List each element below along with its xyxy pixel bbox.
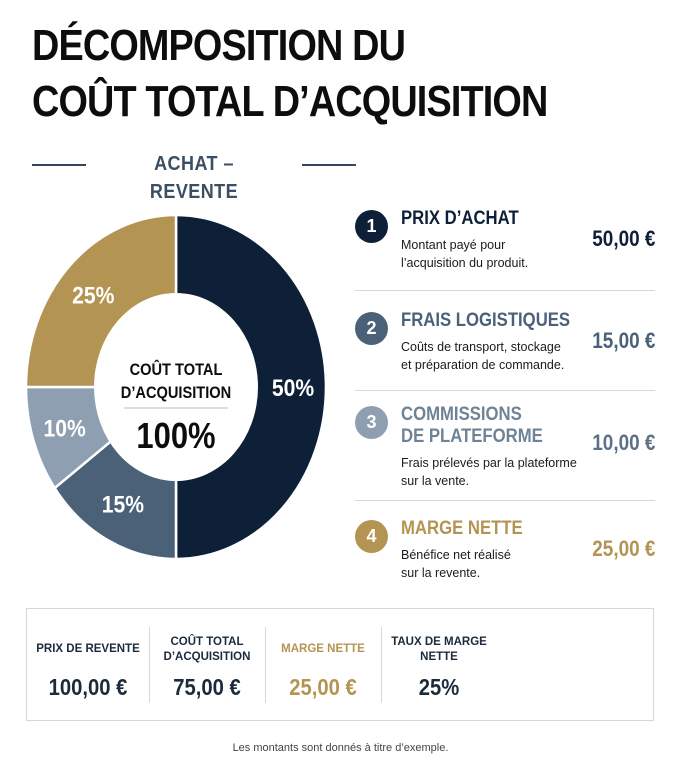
subtitle: ACHAT – REVENTE [149, 153, 239, 203]
legend-number-badge: 3 [355, 406, 388, 439]
subtitle-rule-left [32, 164, 86, 166]
legend-name: DE PLATEFORME [401, 426, 543, 447]
pie-slice-label-3: 10% [43, 415, 86, 442]
pie-slice-label-4: 25% [72, 282, 115, 309]
legend-separator [355, 390, 655, 391]
legend-amount: 25,00 € [591, 536, 655, 561]
summary-value: 25% [418, 674, 460, 700]
summary-divider [381, 627, 382, 703]
pie-center-label-2: D’ACQUISITION [120, 384, 232, 403]
legend-number-badge: 1 [355, 210, 388, 243]
summary-label: TAUX DE MARGE [391, 636, 487, 648]
legend-description: sur la vente. [401, 474, 470, 488]
summary-label: MARGE NETTE [281, 643, 365, 655]
legend-separator [355, 290, 655, 291]
footnote: Les montants sont donnés à titre d’exemple. [232, 742, 449, 754]
legend-number-badge: 4 [355, 520, 388, 553]
summary-cell-1 [27, 609, 149, 720]
summary-label: PRIX DE REVENTE [36, 643, 140, 655]
summary-label: D’ACQUISITION [163, 651, 251, 663]
title-line-1: DÉCOMPOSITION DU [32, 21, 406, 70]
summary-panel [26, 608, 654, 721]
title-line-2: COÛT TOTAL D’ACQUISITION [32, 77, 548, 126]
summary-cell-2 [149, 609, 265, 720]
legend-name: COMMISSIONS [401, 404, 522, 425]
pie-slice-label-2: 15% [101, 491, 145, 518]
legend-description: Montant payé pour [401, 238, 506, 252]
legend-description: et préparation de commande. [401, 358, 565, 372]
summary-divider [265, 627, 266, 703]
legend-amount: 50,00 € [591, 226, 655, 251]
legend-separator [355, 500, 655, 501]
legend-number-badge: 2 [355, 312, 388, 345]
summary-value: 100,00 € [48, 674, 128, 700]
pie-center-value: 100% [136, 416, 216, 457]
pie-chart [24, 214, 330, 560]
summary-cell-4 [381, 609, 497, 720]
summary-divider [149, 627, 150, 703]
legend-description: Bénéfice net réalisé [401, 548, 511, 562]
legend-description: Frais prélevés par la plateforme [401, 456, 577, 470]
summary-value: 25,00 € [289, 674, 357, 700]
legend-description: l’acquisition du produit. [401, 256, 529, 270]
legend-amount: 15,00 € [591, 328, 655, 353]
summary-cell-3 [265, 609, 381, 720]
summary-label: NETTE [420, 651, 458, 663]
legend-name: MARGE NETTE [401, 518, 523, 539]
legend-name: PRIX D’ACHAT [401, 208, 519, 229]
legend-description: Coûts de transport, stockage [401, 340, 561, 354]
summary-label: COÛT TOTAL [170, 636, 244, 648]
pie-slice-label-1: 50% [271, 374, 315, 402]
legend-amount: 10,00 € [591, 430, 655, 455]
pie-center-label-1: COÛT TOTAL [129, 361, 223, 380]
page-title [32, 18, 652, 130]
subtitle-rule-right [302, 164, 356, 166]
subtitle-row [32, 150, 356, 203]
summary-value: 75,00 € [173, 674, 241, 700]
legend-description: sur la revente. [401, 566, 481, 580]
legend-name: FRAIS LOGISTIQUES [401, 310, 571, 331]
